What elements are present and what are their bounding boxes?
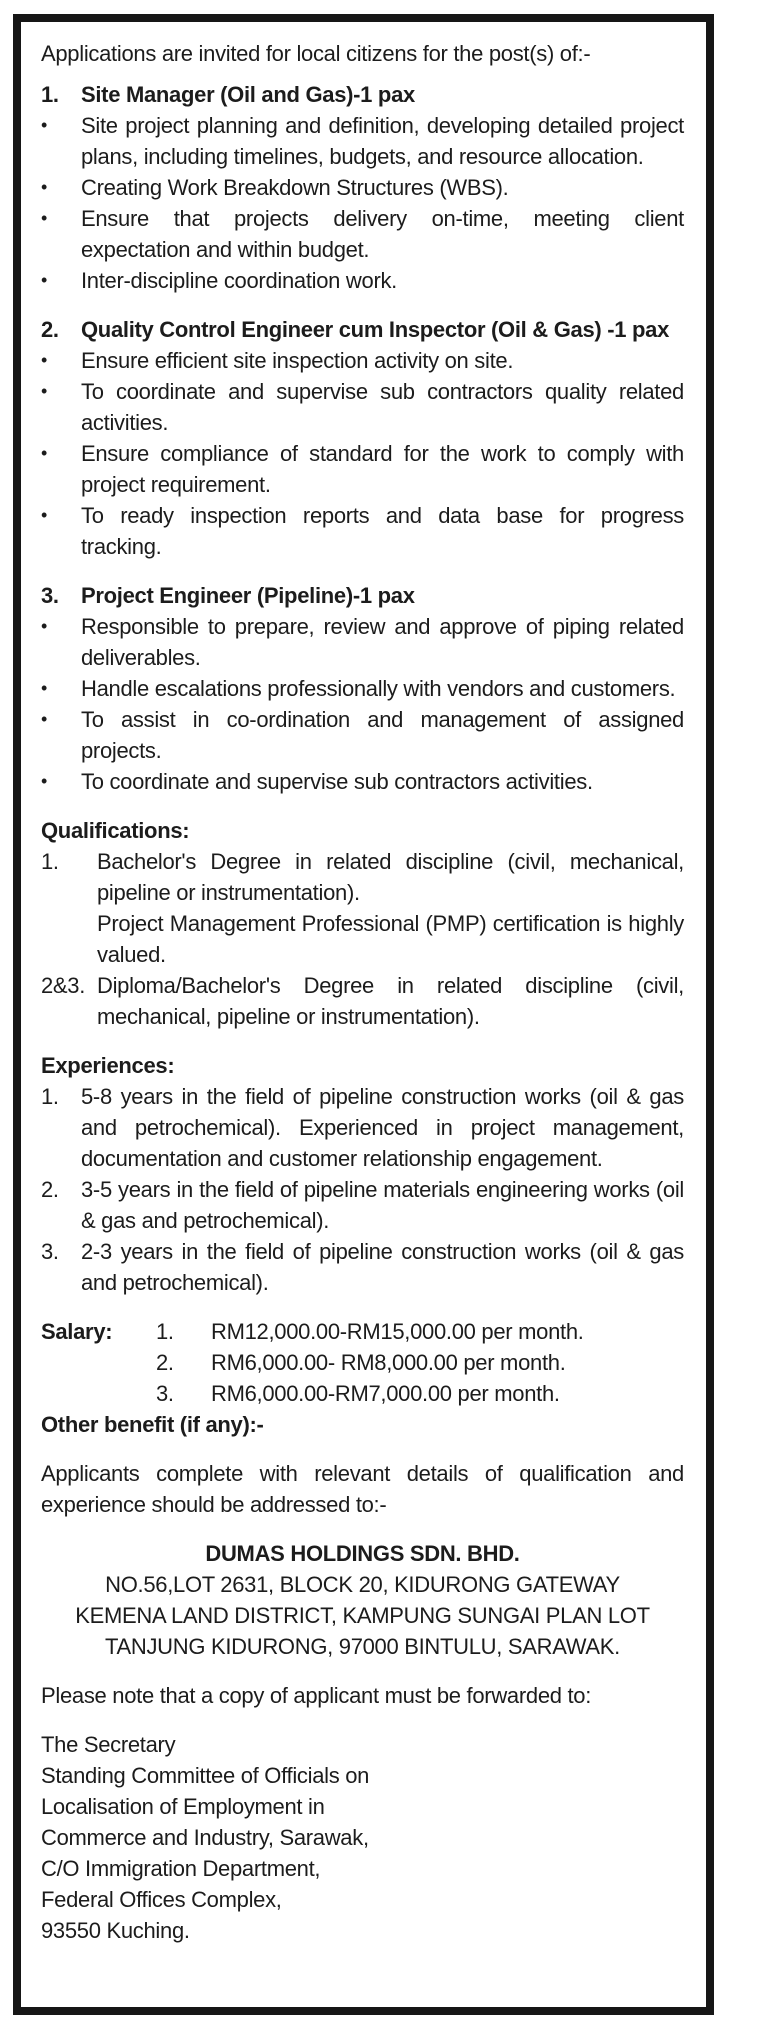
bullet-icon: • bbox=[41, 678, 48, 698]
qualification-2-number: 2&3. bbox=[41, 973, 86, 998]
salary-3-amount: RM6,000.00-RM7,000.00 per month. bbox=[211, 1381, 560, 1406]
qualification-item-2 bbox=[41, 970, 684, 1032]
salary-2-number: 2. bbox=[156, 1350, 174, 1375]
qualification-1-number: 1. bbox=[41, 849, 59, 874]
company-address-line-3: TANJUNG KIDURONG, 97000 BINTULU, SARAWAK. bbox=[105, 1634, 620, 1659]
job-2-title-row bbox=[41, 314, 684, 345]
company-address-block bbox=[41, 1538, 684, 1662]
job-1-title: Site Manager (Oil and Gas)-1 pax bbox=[81, 82, 415, 107]
job-3-bullet-1: Responsible to prepare, review and approve of piping related deliverables. bbox=[81, 614, 684, 670]
spacer bbox=[41, 1530, 684, 1538]
experience-item-3 bbox=[41, 1236, 684, 1298]
job-3-number: 3. bbox=[41, 583, 59, 608]
secretary-line-4: Commerce and Industry, Sarawak, bbox=[41, 1825, 369, 1850]
job-1-title-row bbox=[41, 79, 684, 110]
secretary-line-7: 93550 Kuching. bbox=[41, 1918, 190, 1943]
experience-3-number: 3. bbox=[41, 1239, 59, 1264]
spacer bbox=[41, 562, 684, 580]
job-1-number: 1. bbox=[41, 82, 59, 107]
job-1-bullet-row bbox=[41, 265, 684, 296]
job-1-bullet-4: Inter-discipline coordination work. bbox=[81, 268, 397, 293]
job-3-bullet-3: To assist in co-ordination and management of assigned projects. bbox=[81, 707, 684, 763]
bullet-icon: • bbox=[41, 616, 48, 636]
job-1-bullet-1: Site project planning and definition, developing detailed project plans, including timelines, budgets, and resource allocation. bbox=[81, 113, 684, 169]
secretary-address-block bbox=[41, 1729, 684, 1946]
job-3-title-row bbox=[41, 580, 684, 611]
job-3-bullet-row bbox=[41, 611, 684, 673]
salary-3-number: 3. bbox=[156, 1381, 174, 1406]
job-2-bullet-row bbox=[41, 345, 684, 376]
bullet-icon: • bbox=[41, 177, 48, 197]
job-2-bullet-row bbox=[41, 376, 684, 438]
job-2-bullet-2: To coordinate and supervise sub contractors quality related activities. bbox=[81, 379, 684, 435]
experience-3-text: 2-3 years in the field of pipeline construction works (oil & gas and petrochemical). bbox=[81, 1239, 684, 1295]
salary-1-amount: RM12,000.00-RM15,000.00 per month. bbox=[211, 1319, 584, 1344]
experiences-heading: Experiences: bbox=[41, 1053, 175, 1078]
spacer bbox=[41, 1440, 684, 1458]
secretary-line-3: Localisation of Employment in bbox=[41, 1794, 325, 1819]
experience-2-text: 3-5 years in the field of pipeline materials engineering works (oil & gas and petrochemical). bbox=[81, 1177, 684, 1233]
spacer bbox=[41, 1298, 684, 1316]
salary-2-amount: RM6,000.00- RM8,000.00 per month. bbox=[211, 1350, 566, 1375]
experience-item-1 bbox=[41, 1081, 684, 1174]
experience-1-number: 1. bbox=[41, 1084, 59, 1109]
bullet-icon: • bbox=[41, 709, 48, 729]
job-advert-box bbox=[13, 14, 714, 2015]
spacer bbox=[41, 797, 684, 815]
job-2-bullet-4: To ready inspection reports and data base for progress tracking. bbox=[81, 503, 684, 559]
qualifications-heading: Qualifications: bbox=[41, 818, 190, 843]
apply-note: Applicants complete with relevant details of qualification and experience should be addressed to:- bbox=[41, 1461, 684, 1517]
job-1-bullet-2: Creating Work Breakdown Structures (WBS). bbox=[81, 175, 509, 200]
salary-row-2 bbox=[41, 1347, 684, 1378]
secretary-line-5: C/O Immigration Department, bbox=[41, 1856, 321, 1881]
job-2-title: Quality Control Engineer cum Inspector (Oil & Gas) -1 pax bbox=[81, 317, 670, 342]
bullet-icon: • bbox=[41, 771, 48, 791]
salary-label: Salary: bbox=[41, 1319, 113, 1344]
job-3-bullet-row bbox=[41, 704, 684, 766]
qualification-1-line1: Bachelor's Degree in related discipline (civil, mechanical, pipeline or instrumentation). bbox=[97, 849, 684, 905]
bullet-icon: • bbox=[41, 350, 48, 370]
job-3-bullet-row bbox=[41, 766, 684, 797]
job-3-title: Project Engineer (Pipeline)-1 pax bbox=[81, 583, 415, 608]
job-3-bullet-2: Handle escalations professionally with vendors and customers. bbox=[81, 676, 676, 701]
job-2-bullet-1: Ensure efficient site inspection activity on site. bbox=[81, 348, 514, 373]
spacer bbox=[41, 1662, 684, 1680]
company-name: DUMAS HOLDINGS SDN. BHD. bbox=[205, 1541, 520, 1566]
qualification-2-line1: Diploma/Bachelor's Degree in related discipline (civil, mechanical, pipeline or instrumentation). bbox=[97, 973, 684, 1029]
job-2-number: 2. bbox=[41, 317, 59, 342]
other-benefit-heading: Other benefit (if any):- bbox=[41, 1412, 264, 1437]
spacer bbox=[41, 296, 684, 314]
secretary-line-6: Federal Offices Complex, bbox=[41, 1887, 282, 1912]
experience-1-text: 5-8 years in the field of pipeline construction works (oil & gas and petrochemical). Experienced in project management, documentation and customer relationship engagement. bbox=[81, 1084, 684, 1171]
bullet-icon: • bbox=[41, 443, 48, 463]
company-address-line-2: KEMENA LAND DISTRICT, KAMPUNG SUNGAI PLAN LOT bbox=[75, 1603, 650, 1628]
salary-row-1 bbox=[41, 1316, 684, 1347]
qualification-1-line2: Project Management Professional (PMP) certification is highly valued. bbox=[97, 911, 684, 967]
job-2-bullet-row bbox=[41, 438, 684, 500]
intro-line: Applications are invited for local citizens for the post(s) of:- bbox=[41, 41, 591, 66]
experience-2-number: 2. bbox=[41, 1177, 59, 1202]
qualification-item-1 bbox=[41, 846, 684, 970]
experience-item-2 bbox=[41, 1174, 684, 1236]
salary-row-3 bbox=[41, 1378, 684, 1409]
bullet-icon: • bbox=[41, 381, 48, 401]
job-1-bullet-3: Ensure that projects delivery on-time, meeting client expectation and within budget. bbox=[81, 206, 684, 262]
spacer bbox=[41, 1721, 684, 1729]
job-3-bullet-4: To coordinate and supervise sub contractors activities. bbox=[81, 769, 593, 794]
secretary-line-2: Standing Committee of Officials on bbox=[41, 1763, 370, 1788]
job-2-bullet-3: Ensure compliance of standard for the work to comply with project requirement. bbox=[81, 441, 684, 497]
qualification-1-text bbox=[97, 846, 684, 970]
salary-1-number: 1. bbox=[156, 1319, 174, 1344]
job-1-bullet-row bbox=[41, 203, 684, 265]
secretary-line-1: The Secretary bbox=[41, 1732, 176, 1757]
job-2-bullet-row bbox=[41, 500, 684, 562]
spacer bbox=[41, 1032, 684, 1050]
company-address-line-1: NO.56,LOT 2631, BLOCK 20, KIDURONG GATEWAY bbox=[105, 1572, 620, 1597]
job-3-bullet-row bbox=[41, 673, 684, 704]
forward-note: Please note that a copy of applicant must be forwarded to: bbox=[41, 1683, 592, 1708]
bullet-icon: • bbox=[41, 505, 48, 525]
bullet-icon: • bbox=[41, 208, 48, 228]
job-1-bullet-row bbox=[41, 172, 684, 203]
bullet-icon: • bbox=[41, 115, 48, 135]
job-1-bullet-row bbox=[41, 110, 684, 172]
bullet-icon: • bbox=[41, 270, 48, 290]
